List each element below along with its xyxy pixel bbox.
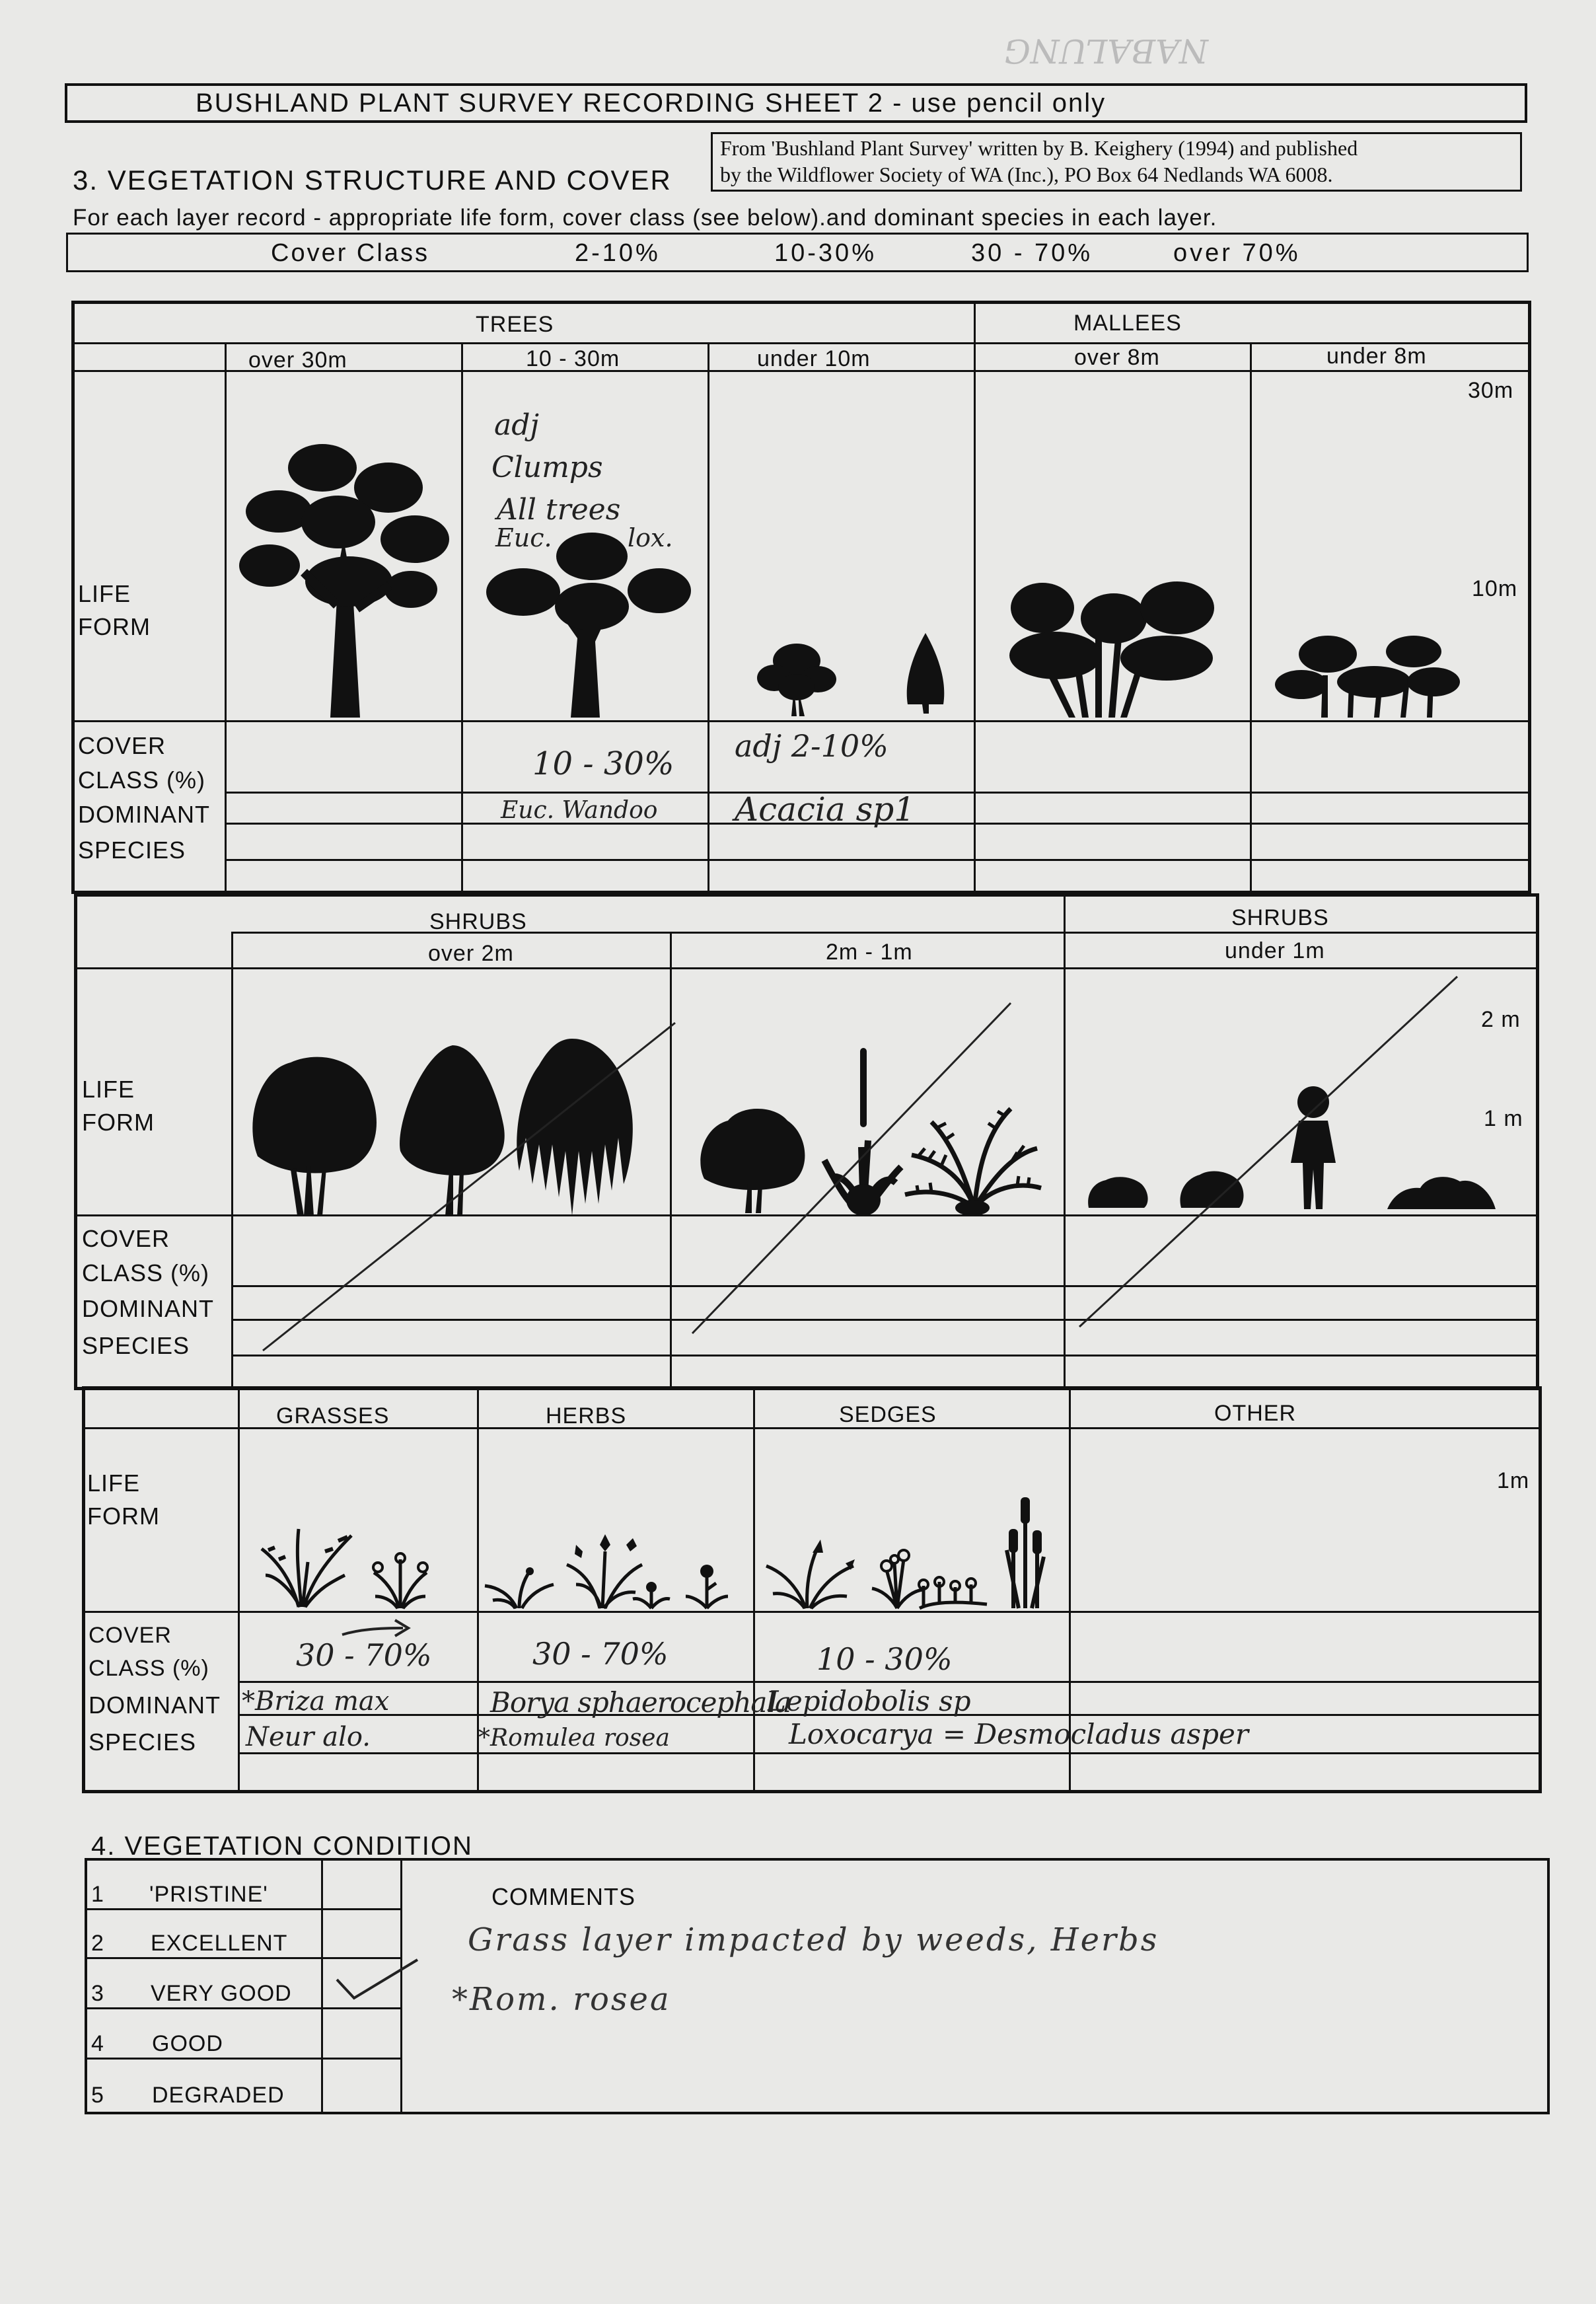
column-over-2m: over 2m — [428, 941, 514, 966]
life-form-label: LIFE — [78, 580, 131, 607]
cover-class-label: COVER — [78, 732, 166, 759]
dominant-species-label: DOMINANT — [89, 1691, 221, 1719]
comments-label: COMMENTS — [491, 1883, 635, 1910]
cover-class-label: Cover Class — [271, 239, 429, 267]
column-under-1m: under 1m — [1225, 938, 1325, 963]
condition-option-good[interactable]: GOOD — [152, 2031, 223, 2056]
mallees-header: MALLEES — [1073, 311, 1182, 336]
column-2m-1m: 2m - 1m — [826, 940, 913, 965]
sedge-icon — [764, 1540, 856, 1610]
cover-value-herbs: 30 - 70% — [532, 1636, 669, 1672]
cover-class-4: over 70% — [1173, 239, 1301, 267]
section3-title: 3. VEGETATION STRUCTURE AND COVER — [73, 165, 672, 196]
handwritten-note: Euc. — [495, 523, 552, 552]
divider — [753, 1386, 755, 1793]
life-form-label: FORM — [82, 1109, 155, 1136]
handwritten-note: Clumps — [491, 451, 603, 484]
small-herb-icon — [684, 1563, 729, 1610]
column-under-10m: under 10m — [757, 346, 871, 371]
cover-class-label: CLASS (%) — [89, 1656, 209, 1681]
grass-flower-icon — [371, 1553, 428, 1610]
condition-number: 1 — [91, 1882, 104, 1907]
cover-value-10-30m: 10 - 30% — [532, 745, 674, 782]
dominant-species-label: SPECIES — [89, 1728, 197, 1756]
shrubs-header: SHRUBS — [429, 909, 527, 934]
handwritten-note: adj — [494, 408, 540, 442]
page-title: BUSHLAND PLANT SURVEY RECORDING SHEET 2 - use pencil only — [196, 89, 1106, 118]
divider — [238, 1681, 1542, 1683]
condition-option-pristine[interactable]: 'PRISTINE' — [149, 1882, 268, 1907]
dominant-species-10-30m: Euc. Wandoo — [501, 797, 658, 824]
scale-1m: 1m — [1497, 1468, 1530, 1493]
checkmark-icon — [334, 1957, 420, 2003]
divider — [85, 2007, 400, 2009]
condition-number: 4 — [91, 2031, 104, 2056]
dominant-species-grasses: *Briza max — [242, 1686, 390, 1717]
cover-class-label: COVER — [82, 1225, 170, 1252]
column-sedges: SEDGES — [839, 1402, 937, 1427]
bulrush-icon — [1000, 1491, 1050, 1610]
top-handwritten-note: NABALUNG — [1004, 32, 1209, 70]
condition-number: 3 — [91, 1981, 104, 2006]
cover-value-grasses: 30 - 70% — [296, 1637, 432, 1673]
divider — [82, 1611, 1542, 1613]
condition-option-very-good[interactable]: VERY GOOD — [151, 1981, 292, 2006]
handwritten-note: All trees — [497, 493, 621, 527]
dominant-species-sedges: Lepidobolis sp — [768, 1685, 971, 1717]
herb-icon — [484, 1567, 556, 1610]
dominant-species-label: DOMINANT — [78, 801, 210, 828]
small-herb-icon — [632, 1580, 671, 1610]
scale-1m: 1 m — [1484, 1106, 1523, 1131]
citation-line-2: by the Wildflower Society of WA (Inc.), PO Box 64 Nedlands WA 6008. — [720, 163, 1333, 186]
dominant-species-grasses: Neur alo. — [246, 1722, 371, 1752]
shrubs-header: SHRUBS — [1231, 905, 1329, 930]
condition-number: 5 — [91, 2083, 104, 2108]
dominant-species-label: SPECIES — [82, 1332, 190, 1359]
cover-class-label: COVER — [89, 1623, 172, 1648]
dominant-species-sedges: Loxocarya = Desmocladus asper — [789, 1718, 1249, 1750]
life-form-label: LIFE — [82, 1076, 135, 1103]
life-form-label: FORM — [78, 613, 151, 640]
cover-class-label: CLASS (%) — [78, 766, 206, 794]
dominant-species-herbs: Borya sphaerocephala — [490, 1686, 791, 1719]
condition-option-degraded[interactable]: DEGRADED — [152, 2083, 285, 2108]
cover-class-2: 10-30% — [774, 239, 877, 267]
divider — [85, 1908, 400, 1910]
trees-header: TREES — [476, 312, 554, 337]
column-over-30m: over 30m — [248, 348, 347, 373]
instruction-text: For each layer record - appropriate life form, cover class (see below).and dominant species in each layer. — [73, 205, 1217, 231]
column-under-8m: under 8m — [1326, 344, 1427, 369]
condition-table — [85, 1858, 1550, 2114]
divider — [238, 1752, 1542, 1754]
sedge-flower-icon — [871, 1543, 924, 1610]
divider — [238, 1386, 240, 1793]
cover-class-label: CLASS (%) — [82, 1259, 210, 1286]
dominant-species-herbs: *Romulea rosea — [478, 1725, 670, 1752]
section4-title: 4. VEGETATION CONDITION — [91, 1832, 473, 1861]
citation-line-1: From 'Bushland Plant Survey' written by B. Keighery (1994) and published — [720, 136, 1358, 160]
scale-30m: 30m — [1468, 378, 1514, 403]
dominant-species-label: SPECIES — [78, 836, 186, 864]
column-over-8m: over 8m — [1074, 345, 1160, 370]
life-form-label: FORM — [87, 1503, 160, 1530]
cover-value-under-10m: adj 2-10% — [735, 728, 889, 764]
column-herbs: HERBS — [546, 1403, 627, 1429]
cover-class-3: 30 - 70% — [971, 239, 1093, 267]
condition-option-excellent[interactable]: EXCELLENT — [151, 1931, 288, 1956]
condition-number: 2 — [91, 1931, 104, 1956]
scale-2m: 2 m — [1481, 1007, 1521, 1032]
dominant-species-under-10m: Acacia sp1 — [735, 790, 916, 829]
life-form-label: LIFE — [87, 1469, 141, 1497]
divider — [85, 2058, 400, 2060]
grass-tuft-icon — [259, 1522, 358, 1608]
cover-class-1: 2-10% — [575, 239, 661, 267]
dominant-species-label: DOMINANT — [82, 1295, 214, 1322]
column-other: OTHER — [1214, 1401, 1296, 1426]
divider — [321, 1858, 323, 2114]
cover-value-sedges: 10 - 30% — [816, 1641, 953, 1677]
scale-10m: 10m — [1472, 576, 1518, 601]
ground-herb-icon — [917, 1577, 990, 1610]
handwritten-note: lox. — [628, 523, 673, 552]
comment-line-1: Grass layer impacted by weeds, Herbs — [468, 1921, 1159, 1958]
comment-line-2: *Rom. rosea — [452, 1981, 671, 2018]
column-grasses: GRASSES — [276, 1403, 390, 1429]
column-10-30m: 10 - 30m — [526, 346, 620, 371]
